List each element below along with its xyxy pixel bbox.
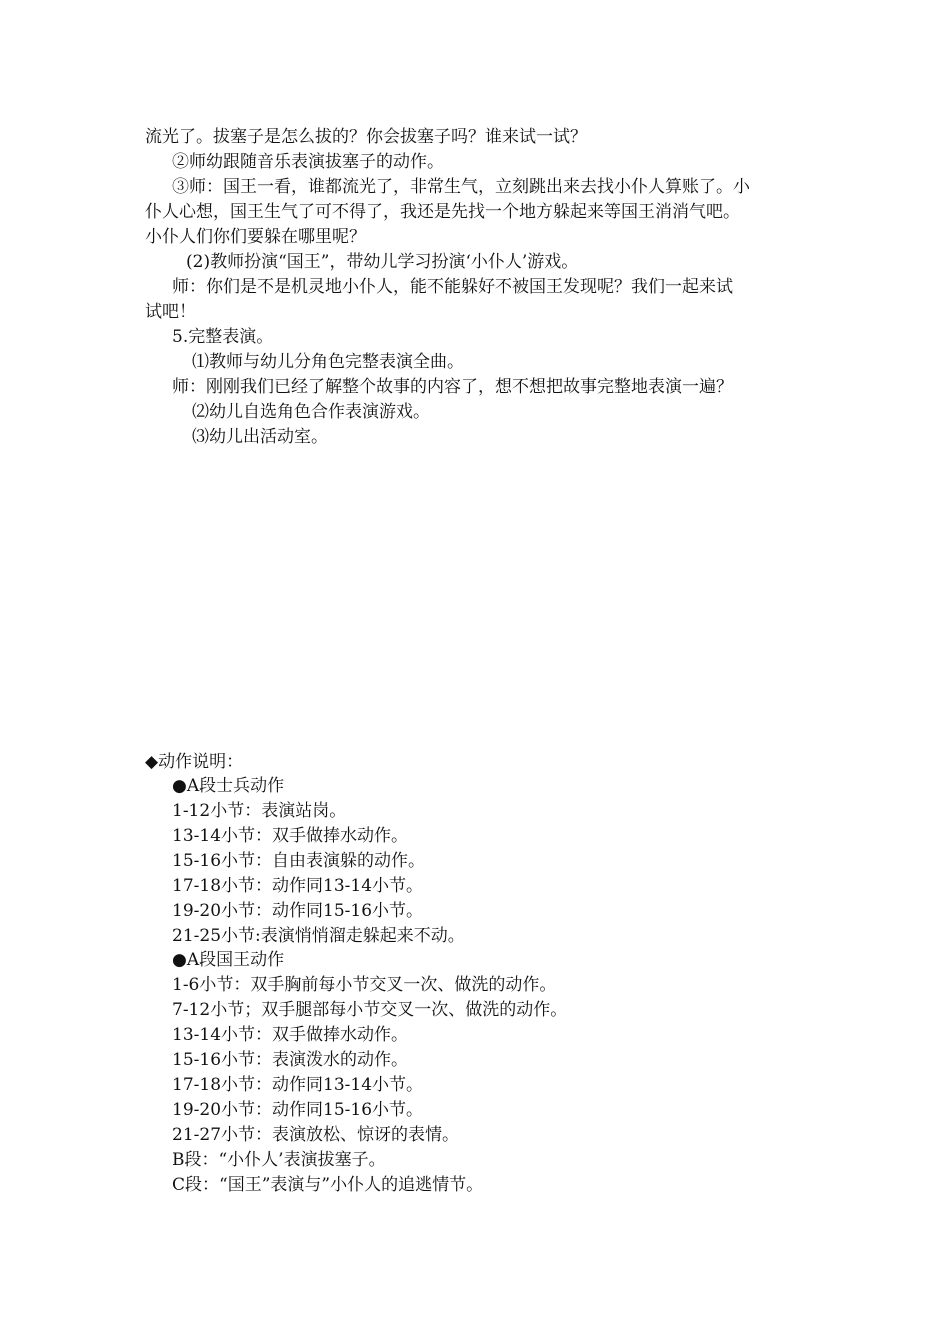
list-item: 15-16小节：自由表演躲的动作。 xyxy=(172,851,426,871)
section-heading: ◆动作说明： xyxy=(145,752,244,772)
list-item: 13-14小节：双手做捧水动作。 xyxy=(172,1025,409,1045)
list-item: 19-20小节：动作同15-16小节。 xyxy=(172,901,424,921)
list-item: B段：“小仆人’表演拔塞子。 xyxy=(172,1150,386,1170)
paragraph-line: ③师：国王一看，谁都流光了，非常生气，立刻跳出来去找小仆人算账了。小 xyxy=(172,177,750,197)
list-item: 15-16小节：表演泼水的动作。 xyxy=(172,1050,409,1070)
list-item: 13-14小节：双手做捧水动作。 xyxy=(172,826,409,846)
paragraph-line: ⑵幼儿自选角色合作表演游戏。 xyxy=(192,402,430,422)
list-item: 1-12小节：表演站岗。 xyxy=(172,801,347,821)
list-item: 17-18小节：动作同13-14小节。 xyxy=(172,876,424,896)
paragraph-line: 师：你们是不是机灵地小仆人，能不能躲好不被国王发现呢？我们一起来试 xyxy=(172,277,733,297)
section-number: 5.完整表演。 xyxy=(172,327,274,347)
list-item: 7-12小节；双手腿部每小节交叉一次、做洗的动作。 xyxy=(172,1000,568,1020)
paragraph-line: ⑴教师与幼儿分角色完整表演全曲。 xyxy=(192,352,464,372)
paragraph-line: ②师幼跟随音乐表演拔塞子的动作。 xyxy=(172,152,444,172)
paragraph-line: ⑶幼儿出活动室。 xyxy=(192,427,328,447)
subsection-heading: ●A段国王动作 xyxy=(172,950,285,970)
subsection-heading: ●A段士兵动作 xyxy=(172,776,285,796)
paragraph-line: 试吧！ xyxy=(145,302,196,322)
list-item: 1-6小节：双手胸前每小节交叉一次、做洗的动作。 xyxy=(172,975,557,995)
paragraph-line: 仆人心想，国王生气了可不得了，我还是先找一个地方躲起来等国王消消气吧。 xyxy=(145,202,740,222)
list-item: 21-25小节:表演悄悄溜走躲起来不动。 xyxy=(172,926,465,946)
paragraph-line: 小仆人们你们要躲在哪里呢？ xyxy=(145,227,366,247)
list-item: 19-20小节：动作同15-16小节。 xyxy=(172,1100,424,1120)
paragraph-line: (2)教师扮演“国王”，带幼儿学习扮演‘小仆人’游戏。 xyxy=(186,252,579,272)
list-item: 17-18小节：动作同13-14小节。 xyxy=(172,1075,424,1095)
list-item: C段：“国王”表演与”小仆人的追逃情节。 xyxy=(172,1175,484,1195)
paragraph-line: 流光了。拔塞子是怎么拔的？你会拔塞子吗？谁来试一试？ xyxy=(145,127,587,147)
paragraph-line: 师：刚刚我们已经了解整个故事的内容了，想不想把故事完整地表演一遍？ xyxy=(172,377,733,397)
list-item: 21-27小节：表演放松、惊讶的表情。 xyxy=(172,1125,460,1145)
